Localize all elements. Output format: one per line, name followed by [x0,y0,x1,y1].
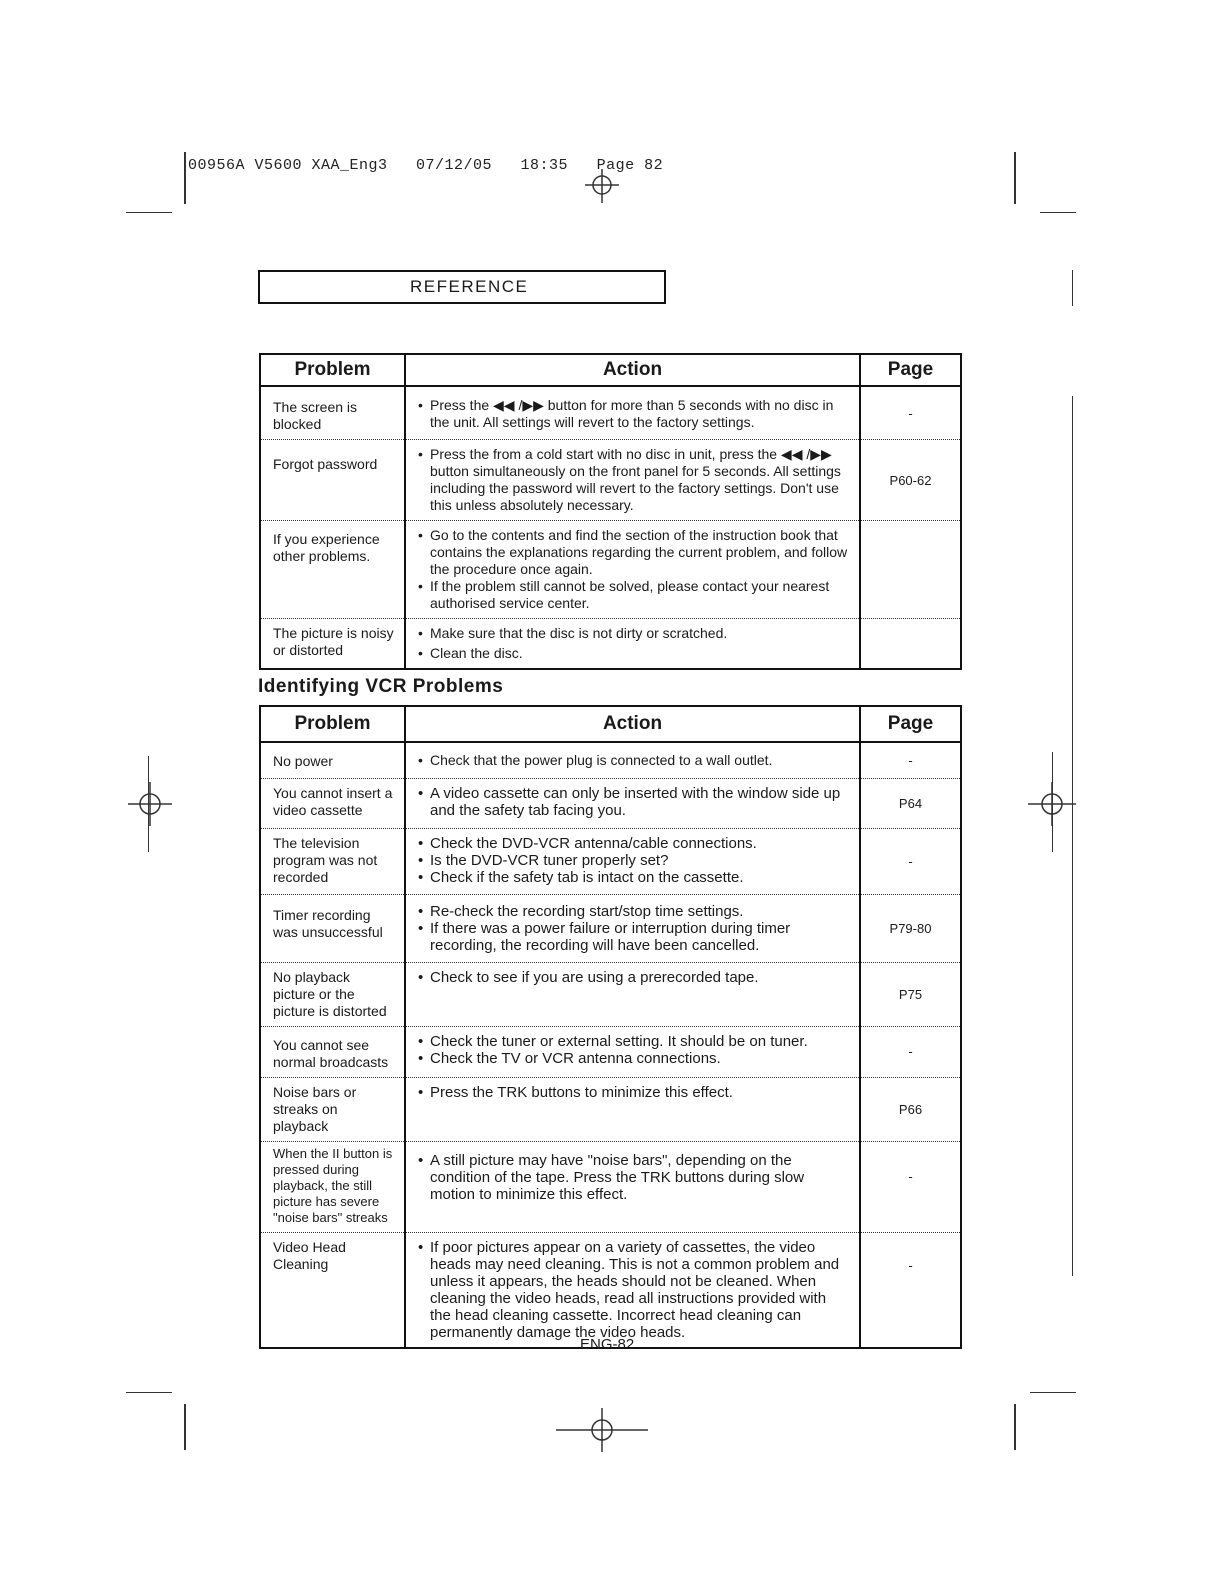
problem-cell: When the II button is pressed during playback, the still picture has severe "noise bars" streaks [260,1141,405,1232]
action-cell [405,619,860,670]
table-row [260,386,961,440]
problem-cell: You cannot see normal broadcasts [260,1026,405,1077]
problem-cell: You cannot insert a video cassette [260,778,405,828]
action-item: • Is the DVD-VCR tuner properly set? [418,852,849,869]
problem-cell: No power [273,753,333,769]
problem-cell: Forgot password [260,440,405,521]
action-item: • Check the TV or VCR antenna connections. [418,1050,849,1067]
page-cell: - [860,386,961,440]
table-row [260,1077,961,1141]
action-item: • A still picture may have "noise bars", depending on the condition of the tape. Press the TRK buttons during slow motion to minimize this effect. [418,1152,849,1203]
problem-cell: If you experience other problems. [260,521,405,619]
table-row [260,1232,961,1348]
action-item: • If the problem still cannot be solved, please contact your nearest authorised service center. [418,578,849,612]
page-number: ENG-82 [580,1336,635,1353]
table-row [260,828,961,894]
margin-rule [1072,396,1073,1276]
problem-cell: Video Head Cleaning [260,1232,405,1348]
page-cell: P64 [860,778,961,828]
section-title: Identifying VCR Problems [258,676,504,697]
problem-cell: The screen is blocked [273,399,358,432]
table-row [260,778,961,828]
crop-mark [1040,212,1076,213]
crop-mark [1030,1392,1076,1393]
action-item: • Check if the safety tab is intact on the cassette. [418,869,849,886]
action-item: • Go to the contents and find the section of the instruction book that contains the explanations regarding the current problem, and follow the procedure once again. [418,527,849,578]
table-row [260,619,961,670]
table-row [260,742,961,778]
page-cell [860,619,961,670]
table-row [260,1141,961,1232]
action-item: • If there was a power failure or interruption during timer recording, the recording will have been cancelled. [418,920,849,954]
page-cell: - [860,1141,961,1232]
page-cell: - [860,1232,961,1348]
crop-mark [1014,152,1016,204]
page-cell: P79-80 [860,894,961,962]
crop-mark [1014,1404,1016,1450]
action-cell [405,521,860,619]
section-label: REFERENCE [410,277,529,296]
page-cell: P60-62 [860,440,961,521]
action-cell [405,742,860,778]
table-header-row [260,706,961,742]
header-page: Page [860,354,961,386]
problem-cell: Noise bars or streaks on playback [260,1077,405,1141]
action-item: • Clean the disc. [418,645,849,662]
page-cell: - [860,828,961,894]
header-problem: Problem [260,706,405,742]
action-item: • A video cassette can only be inserted with the window side up and the safety tab facing you. [418,785,849,819]
crop-mark [126,1392,172,1393]
action-cell [405,1026,860,1077]
action-item: • Press the from a cold start with no disc in unit, press the ◀◀ /▶▶ button simultaneously on the front panel for 5 seconds. All settings including the password will revert to the factory settings. Don't use this unless absolutely necessary. [418,446,849,514]
action-cell [405,894,860,962]
crop-mark [184,152,186,204]
action-item: • Check the tuner or external setting. It should be on tuner. [418,1033,849,1050]
header-page: Page [860,706,961,742]
action-cell [405,778,860,828]
action-cell [405,962,860,1026]
action-item: • Re-check the recording start/stop time settings. [418,903,849,920]
vcr-problems-table [259,705,962,1349]
page-cell: P75 [860,962,961,1026]
page-cell: - [860,742,961,778]
table-row [260,894,961,962]
table-row [260,962,961,1026]
page-cell: P66 [860,1077,961,1141]
action-cell [405,386,860,440]
header-problem: Problem [260,354,405,386]
print-header-info: 00956A V5600 XAA_Eng3 07/12/05 18:35 Page 82 [188,157,664,174]
crop-mark [184,1404,186,1450]
action-cell [405,1077,860,1141]
action-item: • Check to see if you are using a prerecorded tape. [418,969,849,986]
table-row [260,440,961,521]
action-item: • Press the TRK buttons to minimize this effect. [418,1084,849,1101]
problem-cell: Timer recording was unsuccessful [260,894,405,962]
header-action: Action [405,706,860,742]
registration-mark-icon [1028,782,1076,826]
action-item: • Make sure that the disc is not dirty or scratched. [418,625,849,642]
action-cell [405,1232,860,1348]
problem-cell: The television program was not recorded [260,828,405,894]
problem-cell: No playback picture or the picture is distorted [260,962,405,1026]
dvd-problems-table [259,353,962,670]
page-cell [860,521,961,619]
section-label-box [258,270,666,304]
action-cell [405,828,860,894]
registration-mark-icon [128,782,172,826]
action-cell [405,440,860,521]
action-item: • Check the DVD-VCR antenna/cable connections. [418,835,849,852]
action-item: • Check that the power plug is connected to a wall outlet. [418,752,849,769]
problem-cell: The picture is noisy or distorted [260,619,405,670]
action-item: • If poor pictures appear on a variety of cassettes, the video heads may need cleaning. This is not a common problem and unless it appears, the heads should not be cleaned. When cleaning the video heads, read all instructions provided with the head cleaning cassette. Incorrect head cleaning can permanently damage the video heads. [418,1239,849,1341]
header-action: Action [405,354,860,386]
table-row [260,1026,961,1077]
table-row [260,521,961,619]
crop-mark [126,212,172,213]
margin-rule [1072,270,1073,306]
registration-mark-icon [556,1406,648,1454]
registration-mark-icon [585,165,619,205]
table-header-row [260,354,961,386]
page-cell: - [860,1026,961,1077]
action-item: • Press the ◀◀ /▶▶ button for more than 5 seconds with no disc in the unit. All settings will revert to the factory settings. [418,397,849,431]
action-cell [405,1141,860,1232]
